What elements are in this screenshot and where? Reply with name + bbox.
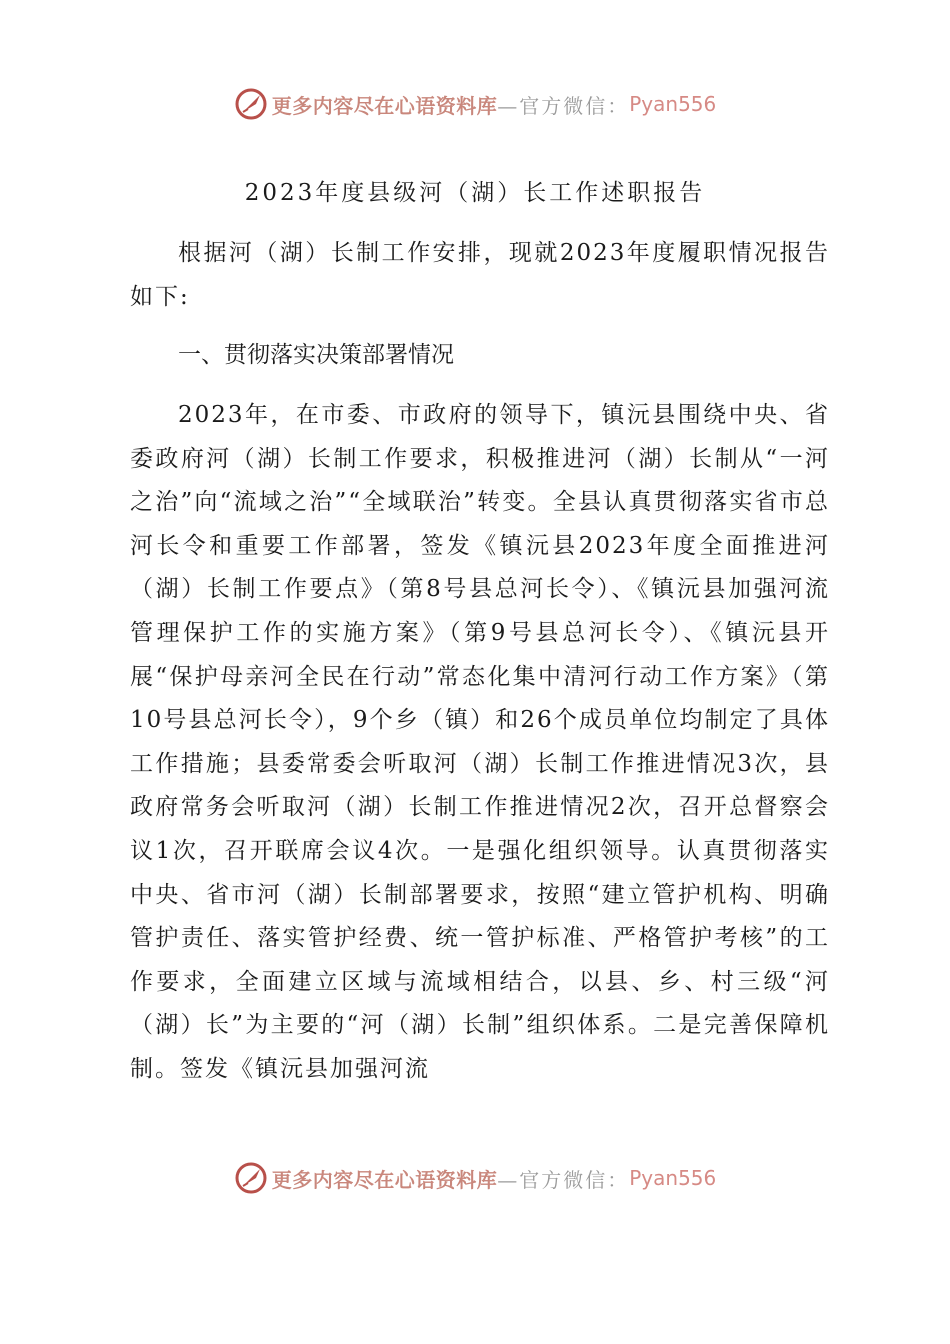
intro-paragraph: 根据河（湖）长制工作安排，现就2023年度履职情况报告如下: [130,240,830,310]
banner-text-wechat-id: Pyan556 [629,1166,717,1190]
section-heading-1: 一、贯彻落实决策部署情况 [178,342,454,368]
banner-text-library: 更多内容尽在心语资料库 [271,1167,498,1192]
banner-text-wechat-label: —官方微信： [497,1167,630,1192]
quill-logo-icon [234,1161,268,1195]
header-watermark [0,84,950,124]
banner-text-wechat-id: Pyan556 [629,92,717,116]
banner-text-library: 更多内容尽在心语资料库 [271,93,498,118]
footer-watermark [0,1158,950,1198]
banner-text-wechat-label: —官方微信： [497,93,630,118]
body-paragraph-1: 2023年，在市委、市政府的领导下，镇沅县围绕中央、省委政府河（湖）长制工作要求，积极推进河（湖）长制从“一河之治”向“流域之治”“全域联治”转变。全县认真贯彻落实省市总河长令和重要工作部署，签发《镇沅县2023年度全面推进河（湖）长制工作要点》（第8号县总河长令）、《镇沅县加强河流管理保护工作的实施方案》（第9号县总河长令）、《镇沅县开展“保护母亲河全民在行动”常态化集中清河行动工作方案》（第10号县总河长令），9个乡（镇）和26个成员单位均制定了具体工作措施；县委常委会听取河（湖）长制工作推进情况3次，县政府常务会听取河（湖）长制工作推进情况2次，召开总督察会议1次，召开联席会议4次。一是强化组织领导。认真贯彻落实中央、省市河（湖）长制部署要求，按照“建立管护机构、明确管护责任、落实管护经费、统一管护标准、严格管护考核”的工作要求，全面建立区域与流域相结合，以县、乡、村三级“河（湖）长”为主要的“河（湖）长制”组织体系。二是完善保障机制。签发《镇沅县加强河流 [130,402,830,1082]
document-title: 2023年度县级河（湖）长工作述职报告 [244,180,706,206]
quill-logo-icon [234,87,268,121]
